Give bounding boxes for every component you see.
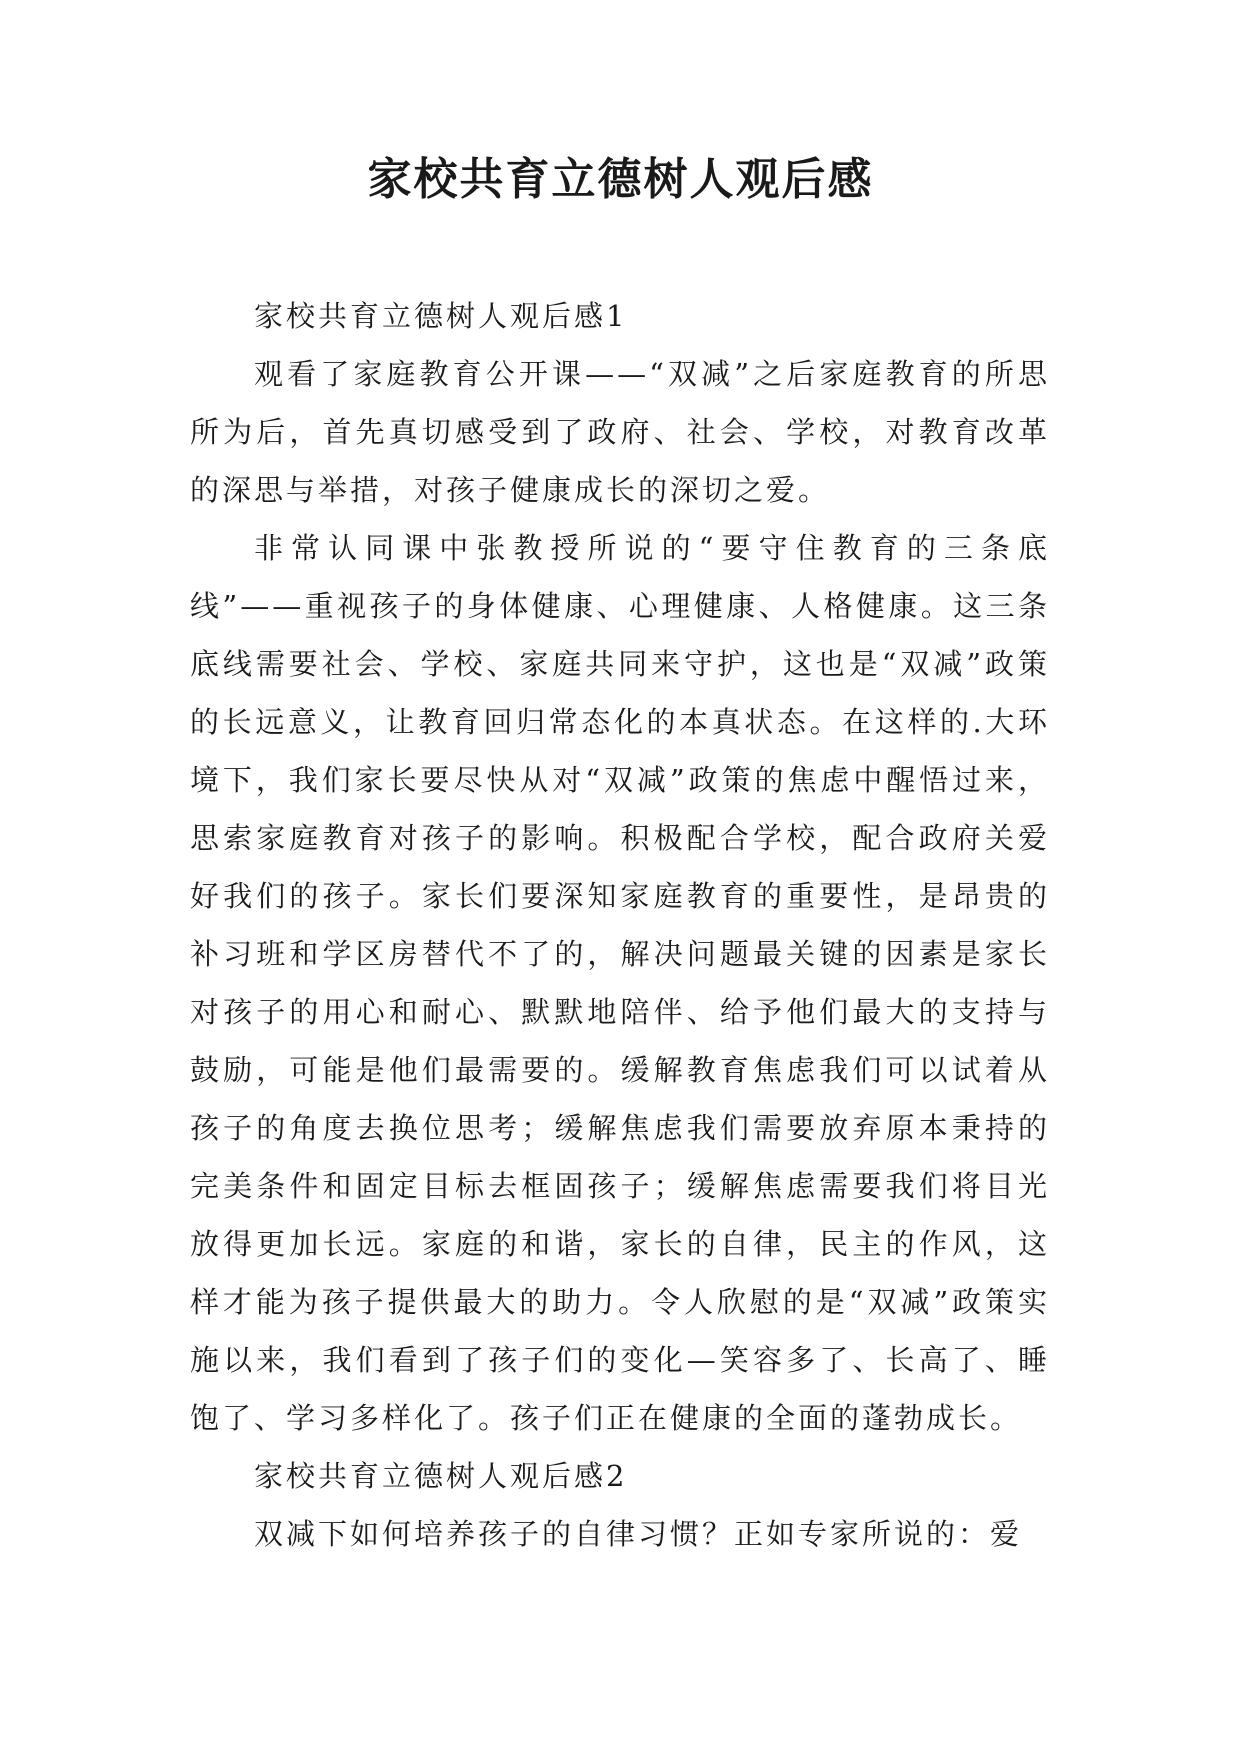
paragraph: 观看了家庭教育公开课——“双减”之后家庭教育的所思所为后，首先真切感受到了政府、社会、学校，对教育改革的深思与举措，对孩子健康成长的深切之爱。: [190, 357, 1050, 507]
document-body: [190, 287, 1050, 1563]
paragraph: 非常认同课中张教授所说的“要守住教育的三条底线”——重视孩子的身体健康、心理健康、人格健康。这三条底线需要社会、学校、家庭共同来守护，这也是“双减”政策的长远意义，让教育回归常态化的本真状态。在这样的.大环境下，我们家长要尽快从对“双减”政策的焦虑中醒悟过来，思索家庭教育对孩子的影响。积极配合学校，配合政府关爱好我们的孩子。家长们要深知家庭教育的重要性，是昂贵的补习班和学区房替代不了的，解决问题最关键的因素是家长对孩子的用心和耐心、默默地陪伴、给予他们最大的支持与鼓励，可能是他们最需要的。缓解教育焦虑我们可以试着从孩子的角度去换位思考；缓解焦虑我们需要放弃原本秉持的完美条件和固定目标去框固孩子；缓解焦虑需要我们将目光放得更加长远。家庭的和谐，家长的自律，民主的作风，这样才能为孩子提供最大的助力。令人欣慰的是“双减”政策实施以来，我们看到了孩子们的变化—笑容多了、长高了、睡饱了、学习多样化了。孩子们正在健康的全面的蓬勃成长。: [190, 531, 1050, 1435]
paragraph: 双减下如何培养孩子的自律习惯？正如专家所说的：爱: [254, 1517, 1023, 1551]
section-heading-2: 家校共育立德树人观后感2: [254, 1459, 628, 1493]
section-heading-1: 家校共育立德树人观后感1: [254, 299, 628, 333]
document-title: 家校共育立德树人观后感: [367, 154, 874, 205]
